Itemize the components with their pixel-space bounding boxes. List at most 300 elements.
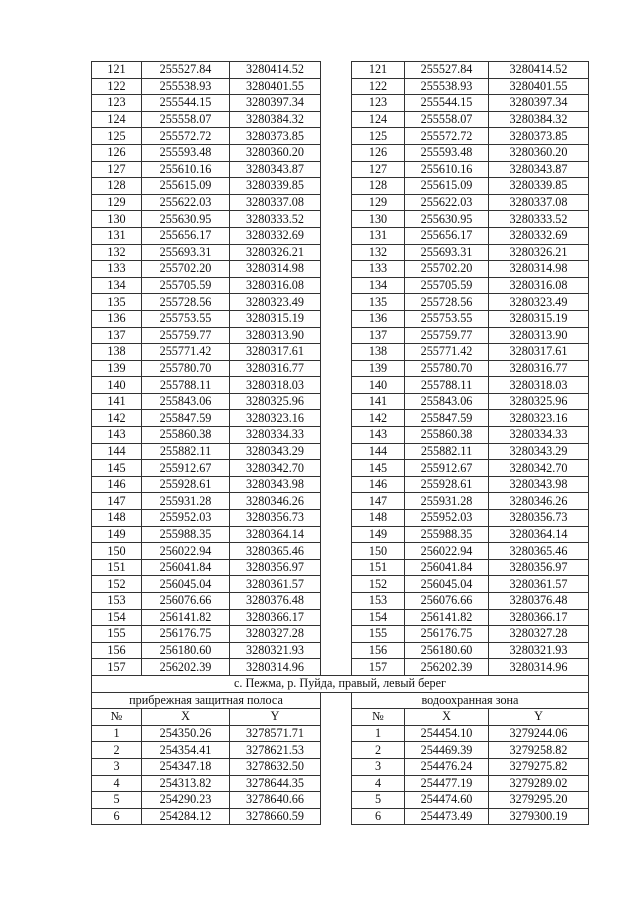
right-cell-num: 147 xyxy=(352,493,405,510)
table-row xyxy=(92,161,589,178)
table-row xyxy=(92,775,589,792)
right-cell-y: 3280313.90 xyxy=(489,327,589,344)
right-cell-num: 156 xyxy=(352,642,405,659)
left-cell-y: 3280315.19 xyxy=(230,310,321,327)
table-row xyxy=(92,144,589,161)
right-cell-y: 3279258.82 xyxy=(489,742,589,759)
left-cell-x: 256076.66 xyxy=(142,593,230,610)
left-cell-num: 153 xyxy=(92,593,142,610)
left-cell-x: 254354.41 xyxy=(142,742,230,759)
table-row xyxy=(92,277,589,294)
column-gap xyxy=(321,742,352,759)
table-row xyxy=(92,725,589,742)
left-cell-num: 3 xyxy=(92,758,142,775)
left-cell-y: 3280327.28 xyxy=(230,626,321,643)
table-row xyxy=(92,576,589,593)
column-gap xyxy=(321,642,352,659)
left-cell-num: 122 xyxy=(92,78,142,95)
right-cell-x: 255860.38 xyxy=(405,427,489,444)
column-gap xyxy=(321,78,352,95)
left-cell-x: 255952.03 xyxy=(142,510,230,527)
left-cell-y: 3280384.32 xyxy=(230,111,321,128)
left-cell-x: 255558.07 xyxy=(142,111,230,128)
right-cell-y: 3280317.61 xyxy=(489,344,589,361)
table-row xyxy=(92,194,589,211)
column-gap xyxy=(321,178,352,195)
right-cell-x: 255912.67 xyxy=(405,460,489,477)
left-cell-y: 3280343.87 xyxy=(230,161,321,178)
right-cell-x: 255753.55 xyxy=(405,310,489,327)
left-cell-y: 3280364.14 xyxy=(230,526,321,543)
table-row xyxy=(92,95,589,112)
right-cell-x: 255847.59 xyxy=(405,410,489,427)
left-cell-y: 3280316.77 xyxy=(230,360,321,377)
column-gap xyxy=(321,792,352,809)
lower-rows xyxy=(92,725,589,825)
left-cell-y: 3280316.08 xyxy=(230,277,321,294)
table-row xyxy=(92,792,589,809)
table-row xyxy=(92,211,589,228)
left-cell-y: 3280346.26 xyxy=(230,493,321,510)
right-cell-x: 255538.93 xyxy=(405,78,489,95)
right-cell-num: 121 xyxy=(352,62,405,79)
left-cell-x: 255538.93 xyxy=(142,78,230,95)
right-cell-y: 3280325.96 xyxy=(489,393,589,410)
right-cell-x: 256022.94 xyxy=(405,543,489,560)
right-cell-x: 254454.10 xyxy=(405,725,489,742)
table-row xyxy=(92,593,589,610)
left-cell-y: 3280366.17 xyxy=(230,609,321,626)
left-cell-x: 254350.26 xyxy=(142,725,230,742)
right-cell-y: 3280356.97 xyxy=(489,559,589,576)
left-cell-num: 127 xyxy=(92,161,142,178)
left-cell-x: 255630.95 xyxy=(142,211,230,228)
right-cell-num: 127 xyxy=(352,161,405,178)
right-header-y: Y xyxy=(489,709,589,726)
right-cell-num: 149 xyxy=(352,526,405,543)
left-cell-num: 6 xyxy=(92,808,142,825)
left-cell-x: 255593.48 xyxy=(142,144,230,161)
table-row xyxy=(92,559,589,576)
left-cell-x: 256180.60 xyxy=(142,642,230,659)
right-cell-y: 3280314.98 xyxy=(489,261,589,278)
left-cell-x: 255788.11 xyxy=(142,377,230,394)
right-cell-y: 3280321.93 xyxy=(489,642,589,659)
left-cell-x: 255759.77 xyxy=(142,327,230,344)
left-cell-y: 3280323.16 xyxy=(230,410,321,427)
left-cell-num: 157 xyxy=(92,659,142,676)
column-gap xyxy=(321,775,352,792)
table-row xyxy=(92,344,589,361)
column-gap xyxy=(321,194,352,211)
right-cell-y: 3280366.17 xyxy=(489,609,589,626)
right-cell-y: 3280318.03 xyxy=(489,377,589,394)
right-cell-y: 3279289.02 xyxy=(489,775,589,792)
table-row xyxy=(92,543,589,560)
table-row xyxy=(92,742,589,759)
right-cell-x: 255558.07 xyxy=(405,111,489,128)
left-cell-x: 256141.82 xyxy=(142,609,230,626)
right-cell-num: 139 xyxy=(352,360,405,377)
left-cell-y: 3280314.98 xyxy=(230,261,321,278)
left-cell-x: 256041.84 xyxy=(142,559,230,576)
table-row xyxy=(92,62,589,79)
right-cell-num: 129 xyxy=(352,194,405,211)
column-gap xyxy=(321,144,352,161)
right-cell-y: 3280364.14 xyxy=(489,526,589,543)
column-gap xyxy=(321,543,352,560)
left-cell-num: 133 xyxy=(92,261,142,278)
left-cell-y: 3280325.96 xyxy=(230,393,321,410)
left-cell-y: 3280356.97 xyxy=(230,559,321,576)
right-cell-num: 2 xyxy=(352,742,405,759)
column-gap xyxy=(321,161,352,178)
right-cell-x: 256141.82 xyxy=(405,609,489,626)
right-cell-num: 4 xyxy=(352,775,405,792)
left-cell-num: 142 xyxy=(92,410,142,427)
right-cell-x: 255593.48 xyxy=(405,144,489,161)
table-row xyxy=(92,526,589,543)
table-row xyxy=(92,244,589,261)
left-cell-x: 255656.17 xyxy=(142,227,230,244)
right-cell-x: 255928.61 xyxy=(405,476,489,493)
table-row xyxy=(92,460,589,477)
table-row xyxy=(92,410,589,427)
right-cell-x: 255630.95 xyxy=(405,211,489,228)
right-cell-num: 144 xyxy=(352,443,405,460)
column-gap xyxy=(321,559,352,576)
left-cell-num: 140 xyxy=(92,377,142,394)
left-cell-y: 3280342.70 xyxy=(230,460,321,477)
left-cell-x: 255705.59 xyxy=(142,277,230,294)
right-cell-num: 6 xyxy=(352,808,405,825)
right-cell-num: 140 xyxy=(352,377,405,394)
column-gap xyxy=(321,725,352,742)
left-cell-num: 144 xyxy=(92,443,142,460)
column-gap xyxy=(321,211,352,228)
table-row xyxy=(92,758,589,775)
right-cell-y: 3279295.20 xyxy=(489,792,589,809)
left-cell-num: 126 xyxy=(92,144,142,161)
right-cell-y: 3280326.21 xyxy=(489,244,589,261)
right-cell-x: 254469.39 xyxy=(405,742,489,759)
left-cell-x: 255882.11 xyxy=(142,443,230,460)
right-cell-x: 255843.06 xyxy=(405,393,489,410)
column-gap xyxy=(321,758,352,775)
header-row xyxy=(92,709,589,726)
left-cell-num: 5 xyxy=(92,792,142,809)
right-cell-y: 3280361.57 xyxy=(489,576,589,593)
right-cell-y: 3280384.32 xyxy=(489,111,589,128)
left-cell-y: 3280360.20 xyxy=(230,144,321,161)
left-cell-num: 123 xyxy=(92,95,142,112)
right-cell-y: 3280397.34 xyxy=(489,95,589,112)
left-cell-y: 3278571.71 xyxy=(230,725,321,742)
right-cell-num: 1 xyxy=(352,725,405,742)
left-cell-y: 3278644.35 xyxy=(230,775,321,792)
column-gap xyxy=(321,593,352,610)
right-cell-y: 3279300.19 xyxy=(489,808,589,825)
left-cell-x: 254284.12 xyxy=(142,808,230,825)
left-cell-num: 151 xyxy=(92,559,142,576)
left-cell-x: 255771.42 xyxy=(142,344,230,361)
right-cell-num: 133 xyxy=(352,261,405,278)
left-cell-num: 145 xyxy=(92,460,142,477)
right-cell-x: 255702.20 xyxy=(405,261,489,278)
upper-rows xyxy=(92,62,589,676)
right-cell-x: 255771.42 xyxy=(405,344,489,361)
column-gap xyxy=(321,227,352,244)
table-row xyxy=(92,310,589,327)
left-header-num: № xyxy=(92,709,142,726)
left-cell-x: 255622.03 xyxy=(142,194,230,211)
right-cell-num: 143 xyxy=(352,427,405,444)
column-gap xyxy=(321,443,352,460)
right-cell-num: 3 xyxy=(352,758,405,775)
left-cell-num: 156 xyxy=(92,642,142,659)
table-row xyxy=(92,476,589,493)
left-cell-num: 130 xyxy=(92,211,142,228)
right-cell-y: 3280376.48 xyxy=(489,593,589,610)
right-cell-x: 255610.16 xyxy=(405,161,489,178)
column-gap xyxy=(321,609,352,626)
left-cell-y: 3280343.29 xyxy=(230,443,321,460)
left-cell-num: 124 xyxy=(92,111,142,128)
column-gap xyxy=(321,410,352,427)
right-cell-y: 3279244.06 xyxy=(489,725,589,742)
table-row xyxy=(92,294,589,311)
right-cell-y: 3280334.33 xyxy=(489,427,589,444)
right-cell-x: 254473.49 xyxy=(405,808,489,825)
table-row xyxy=(92,261,589,278)
column-gap xyxy=(321,510,352,527)
section-title-row xyxy=(92,675,589,692)
right-cell-num: 135 xyxy=(352,294,405,311)
right-cell-x: 256045.04 xyxy=(405,576,489,593)
left-cell-y: 3280321.93 xyxy=(230,642,321,659)
left-cell-x: 255544.15 xyxy=(142,95,230,112)
right-cell-y: 3280314.96 xyxy=(489,659,589,676)
right-cell-num: 124 xyxy=(352,111,405,128)
right-cell-num: 155 xyxy=(352,626,405,643)
right-cell-y: 3280401.55 xyxy=(489,78,589,95)
column-gap xyxy=(321,294,352,311)
left-cell-y: 3278632.50 xyxy=(230,758,321,775)
left-cell-x: 254347.18 xyxy=(142,758,230,775)
left-cell-y: 3280343.98 xyxy=(230,476,321,493)
right-cell-y: 3280337.08 xyxy=(489,194,589,211)
left-cell-y: 3278621.53 xyxy=(230,742,321,759)
right-cell-x: 255931.28 xyxy=(405,493,489,510)
left-cell-num: 137 xyxy=(92,327,142,344)
left-zone-title: прибрежная защитная полоса xyxy=(92,692,321,709)
left-cell-y: 3280337.08 xyxy=(230,194,321,211)
right-cell-num: 157 xyxy=(352,659,405,676)
table-row xyxy=(92,493,589,510)
left-cell-num: 121 xyxy=(92,62,142,79)
left-cell-y: 3280361.57 xyxy=(230,576,321,593)
right-cell-num: 151 xyxy=(352,559,405,576)
table-row xyxy=(92,659,589,676)
left-cell-x: 255780.70 xyxy=(142,360,230,377)
right-cell-x: 255705.59 xyxy=(405,277,489,294)
table-row xyxy=(92,642,589,659)
left-cell-num: 155 xyxy=(92,626,142,643)
left-cell-y: 3280323.49 xyxy=(230,294,321,311)
left-cell-num: 152 xyxy=(92,576,142,593)
right-cell-x: 254474.60 xyxy=(405,792,489,809)
column-gap xyxy=(321,659,352,676)
table-row xyxy=(92,78,589,95)
right-cell-x: 255728.56 xyxy=(405,294,489,311)
left-cell-x: 255860.38 xyxy=(142,427,230,444)
right-cell-x: 255780.70 xyxy=(405,360,489,377)
column-gap xyxy=(321,393,352,410)
section-title: с. Пежма, р. Пуйда, правый, левый берег xyxy=(92,675,589,692)
left-cell-x: 256045.04 xyxy=(142,576,230,593)
left-header-y: Y xyxy=(230,709,321,726)
right-cell-num: 145 xyxy=(352,460,405,477)
left-cell-y: 3280339.85 xyxy=(230,178,321,195)
right-cell-num: 154 xyxy=(352,609,405,626)
left-cell-num: 147 xyxy=(92,493,142,510)
left-cell-y: 3280333.52 xyxy=(230,211,321,228)
left-cell-num: 148 xyxy=(92,510,142,527)
column-gap xyxy=(321,310,352,327)
right-cell-num: 134 xyxy=(352,277,405,294)
left-cell-num: 129 xyxy=(92,194,142,211)
table-row xyxy=(92,360,589,377)
table-row xyxy=(92,626,589,643)
column-gap xyxy=(321,244,352,261)
right-header-num: № xyxy=(352,709,405,726)
left-cell-y: 3280373.85 xyxy=(230,128,321,145)
left-cell-x: 255693.31 xyxy=(142,244,230,261)
left-cell-x: 255572.72 xyxy=(142,128,230,145)
right-cell-x: 255759.77 xyxy=(405,327,489,344)
right-cell-x: 255693.31 xyxy=(405,244,489,261)
column-gap xyxy=(321,327,352,344)
right-cell-y: 3280373.85 xyxy=(489,128,589,145)
column-gap xyxy=(321,460,352,477)
left-cell-num: 139 xyxy=(92,360,142,377)
left-cell-y: 3280397.34 xyxy=(230,95,321,112)
left-cell-num: 134 xyxy=(92,277,142,294)
left-cell-x: 255702.20 xyxy=(142,261,230,278)
right-cell-num: 122 xyxy=(352,78,405,95)
right-cell-x: 254477.19 xyxy=(405,775,489,792)
left-cell-num: 141 xyxy=(92,393,142,410)
right-cell-y: 3280365.46 xyxy=(489,543,589,560)
right-cell-num: 130 xyxy=(352,211,405,228)
table-row xyxy=(92,377,589,394)
table-row xyxy=(92,609,589,626)
right-cell-num: 141 xyxy=(352,393,405,410)
right-cell-y: 3279275.82 xyxy=(489,758,589,775)
right-cell-y: 3280342.70 xyxy=(489,460,589,477)
left-cell-num: 125 xyxy=(92,128,142,145)
zone-title-row xyxy=(92,692,589,709)
left-cell-x: 256022.94 xyxy=(142,543,230,560)
right-cell-y: 3280323.49 xyxy=(489,294,589,311)
table-row xyxy=(92,178,589,195)
column-gap xyxy=(321,277,352,294)
left-cell-y: 3280376.48 xyxy=(230,593,321,610)
right-cell-num: 131 xyxy=(352,227,405,244)
right-cell-y: 3280356.73 xyxy=(489,510,589,527)
left-cell-num: 4 xyxy=(92,775,142,792)
right-cell-y: 3280343.98 xyxy=(489,476,589,493)
left-cell-y: 3280414.52 xyxy=(230,62,321,79)
right-cell-num: 136 xyxy=(352,310,405,327)
right-cell-num: 142 xyxy=(352,410,405,427)
right-cell-x: 255788.11 xyxy=(405,377,489,394)
coordinates-table xyxy=(91,61,589,825)
right-cell-y: 3280316.77 xyxy=(489,360,589,377)
left-cell-x: 254313.82 xyxy=(142,775,230,792)
left-cell-num: 135 xyxy=(92,294,142,311)
column-gap xyxy=(321,526,352,543)
left-cell-x: 254290.23 xyxy=(142,792,230,809)
left-cell-num: 2 xyxy=(92,742,142,759)
column-gap xyxy=(321,493,352,510)
left-cell-num: 136 xyxy=(92,310,142,327)
column-gap xyxy=(321,709,352,726)
right-cell-y: 3280346.26 xyxy=(489,493,589,510)
column-gap xyxy=(321,344,352,361)
column-gap xyxy=(321,427,352,444)
column-gap xyxy=(321,626,352,643)
left-cell-x: 255753.55 xyxy=(142,310,230,327)
left-cell-x: 255843.06 xyxy=(142,393,230,410)
column-gap xyxy=(321,62,352,79)
left-cell-x: 255615.09 xyxy=(142,178,230,195)
left-cell-x: 256202.39 xyxy=(142,659,230,676)
column-gap xyxy=(321,377,352,394)
right-cell-x: 255572.72 xyxy=(405,128,489,145)
right-cell-num: 123 xyxy=(352,95,405,112)
right-cell-y: 3280327.28 xyxy=(489,626,589,643)
left-cell-x: 255912.67 xyxy=(142,460,230,477)
right-cell-x: 256041.84 xyxy=(405,559,489,576)
right-zone-title: водоохранная зона xyxy=(352,692,589,709)
left-cell-y: 3280332.69 xyxy=(230,227,321,244)
left-cell-num: 138 xyxy=(92,344,142,361)
left-header-x: X xyxy=(142,709,230,726)
left-cell-x: 255928.61 xyxy=(142,476,230,493)
table-row xyxy=(92,427,589,444)
right-cell-y: 3280414.52 xyxy=(489,62,589,79)
left-cell-y: 3280356.73 xyxy=(230,510,321,527)
right-cell-num: 138 xyxy=(352,344,405,361)
column-gap xyxy=(321,576,352,593)
right-cell-x: 256076.66 xyxy=(405,593,489,610)
table-row xyxy=(92,327,589,344)
right-cell-x: 255544.15 xyxy=(405,95,489,112)
left-cell-y: 3278660.59 xyxy=(230,808,321,825)
right-cell-x: 255615.09 xyxy=(405,178,489,195)
left-cell-y: 3280334.33 xyxy=(230,427,321,444)
column-gap xyxy=(321,111,352,128)
right-cell-x: 255622.03 xyxy=(405,194,489,211)
right-cell-y: 3280316.08 xyxy=(489,277,589,294)
right-cell-num: 132 xyxy=(352,244,405,261)
right-cell-num: 126 xyxy=(352,144,405,161)
column-gap xyxy=(321,95,352,112)
right-cell-num: 153 xyxy=(352,593,405,610)
left-cell-x: 255988.35 xyxy=(142,526,230,543)
right-cell-y: 3280343.87 xyxy=(489,161,589,178)
